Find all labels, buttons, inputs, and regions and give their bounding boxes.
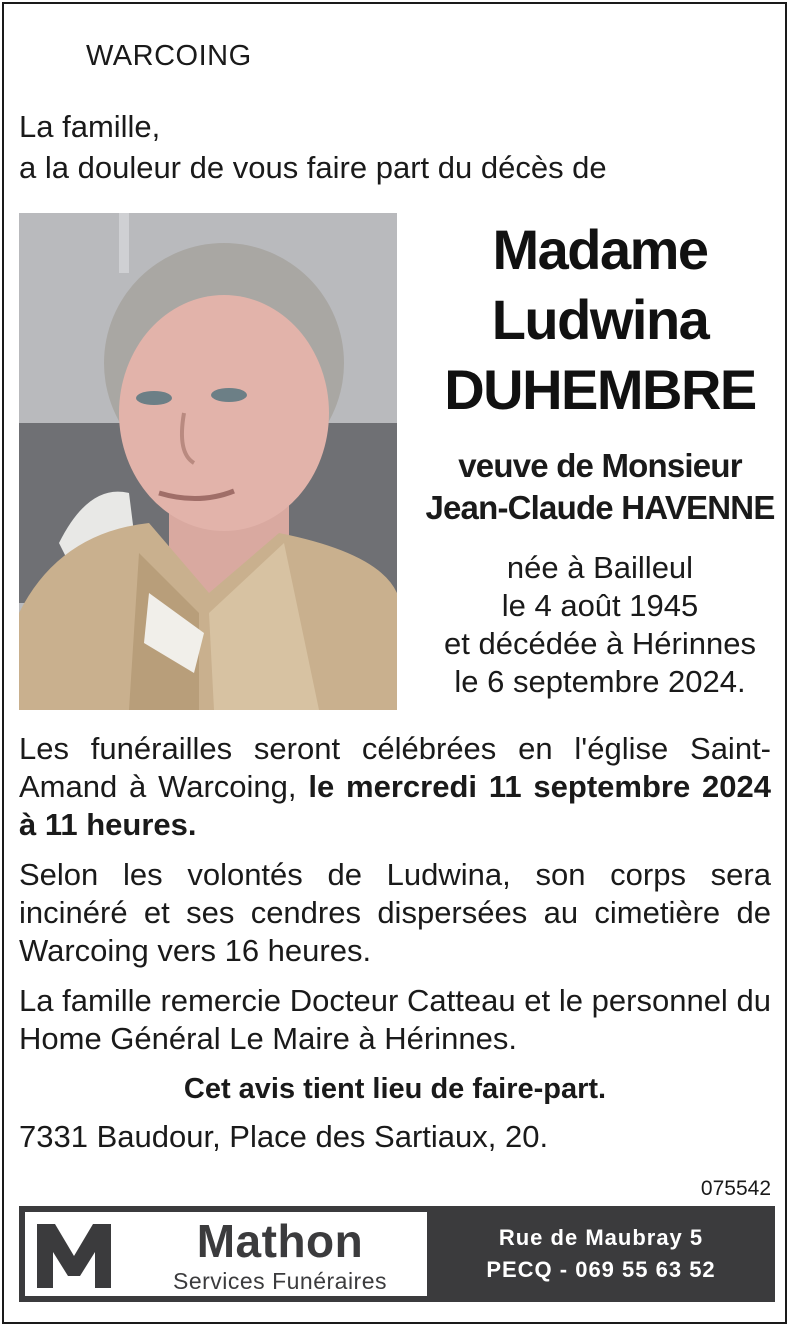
ad-street: Rue de Maubray 5	[498, 1225, 704, 1250]
birth-place: née à Bailleul	[506, 550, 694, 585]
widow-info	[420, 445, 780, 529]
life-dates	[420, 549, 780, 701]
ad-logo-panel	[25, 1212, 427, 1296]
closing-statement: Cet avis tient lieu de faire-part.	[183, 1073, 607, 1105]
m-logo-icon	[33, 1220, 115, 1290]
family-address: 7331 Baudour, Place des Sartiaux, 20.	[19, 1119, 549, 1154]
intro-line-1: La famille,	[19, 109, 161, 144]
cremation-paragraph: Selon les volontés de Ludwina, son corps sera incinéré et ses cendres dispersées au cimetière de Warcoing vers 16 heures.	[19, 857, 771, 968]
ad-city-phone: PECQ - 069 55 63 52	[486, 1257, 716, 1282]
ad-subtitle: Services Funéraires	[172, 1268, 388, 1294]
deceased-photo	[19, 213, 397, 710]
locality: WARCOING	[86, 40, 252, 72]
deceased-last-name: DUHEMBRE	[444, 358, 756, 421]
funeral-paragraph	[19, 730, 771, 844]
thanks-paragraph: La famille remercie Docteur Catteau et le personnel du Home Général Le Maire à Hérinnes.	[19, 983, 771, 1056]
funeral-home-ad	[19, 1206, 775, 1302]
ad-contact	[439, 1222, 763, 1286]
portrait-illustration	[19, 213, 397, 710]
birth-date: le 4 août 1945	[501, 588, 699, 623]
death-date: le 6 septembre 2024.	[454, 664, 746, 699]
intro-text	[19, 106, 607, 188]
widow-line-1: veuve de Monsieur	[458, 447, 742, 484]
funeral-date: le mercredi 11 septembre 2024 à 11 heures.	[19, 769, 771, 842]
widow-line-2: Jean-Claude HAVENNE	[425, 489, 775, 526]
intro-line-2: a la douleur de vous faire part du décès de	[19, 150, 607, 185]
name-block	[420, 215, 780, 701]
deceased-first-name: Ludwina	[491, 288, 709, 351]
funeral-text: Les funérailles seront célébrées en l'église Saint-Amand à Warcoing,	[19, 731, 771, 804]
deceased-title: Madame	[492, 218, 708, 281]
reference-number: 075542	[700, 1177, 771, 1200]
death-place: et décédée à Hérinnes	[444, 626, 756, 661]
notice-body	[19, 730, 771, 1156]
ad-brand: Mathon	[196, 1215, 364, 1267]
